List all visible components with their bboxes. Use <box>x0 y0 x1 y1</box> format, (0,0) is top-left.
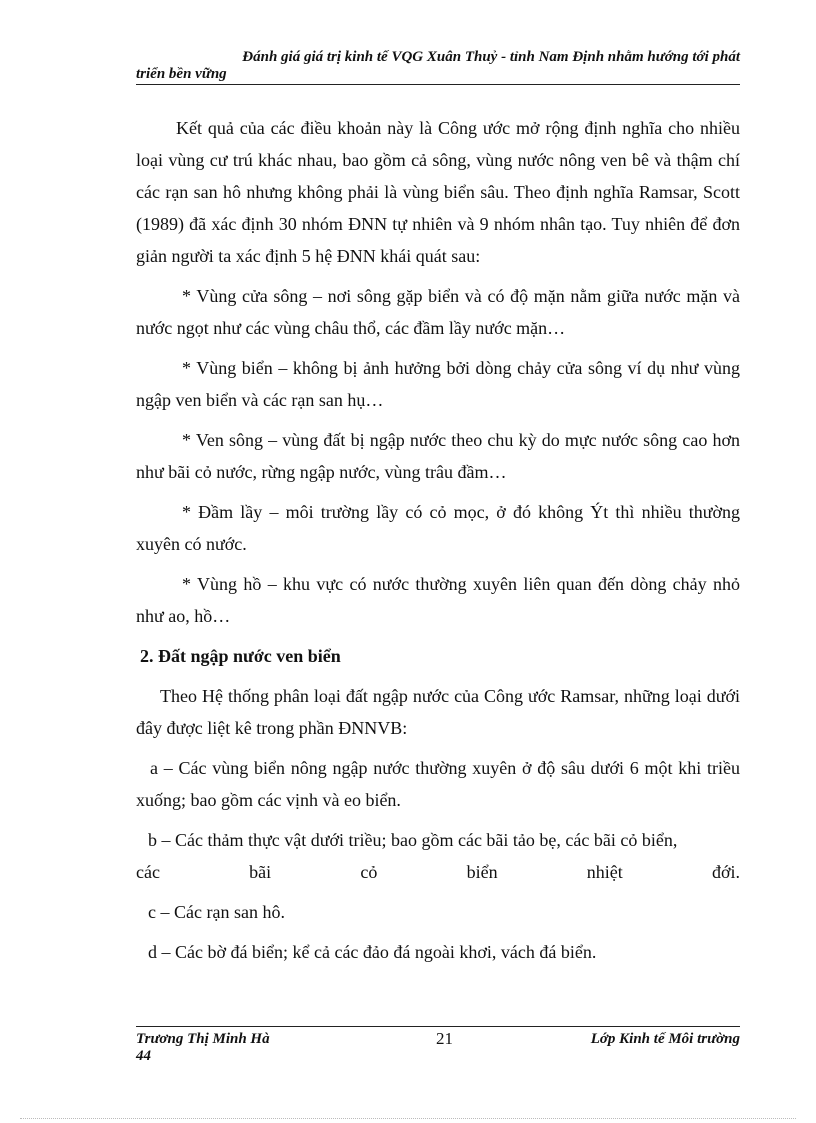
list-item-b-line2: các bãi cỏ biển nhiệt đới. <box>136 862 740 882</box>
footer-class-name: Lớp Kinh tế Môi trường <box>590 1031 740 1047</box>
list-item-b-line1: b – Các thảm thực vật dưới triều; bao gồm các bãi tảo bẹ, các bãi cỏ biển, <box>148 830 678 850</box>
header-title-line1: Đánh giá giá trị kinh tế VQG Xuân Thuỷ - tỉnh Nam Định nhằm hướng tới phát <box>242 49 740 65</box>
bullet-marine: * Vùng biển – không bị ảnh hưởng bởi dòng chảy cửa sông ví dụ như vùng ngập ven biển và các rạn san hụ… <box>136 358 740 410</box>
document-body <box>136 112 740 976</box>
footer-author-block <box>136 1031 270 1065</box>
list-item-b <box>136 824 740 888</box>
header-title-line2: triển bền vững <box>136 66 227 82</box>
section-title: 2. Đất ngập nước ven biển <box>140 646 341 666</box>
list-item-c: c – Các rạn san hô. <box>148 902 285 922</box>
section-intro-paragraph: Theo Hệ thống phân loại đất ngập nước của Công ước Ramsar, những loại dưới đây được liệt kê trong phần ĐNNVB: <box>136 686 740 738</box>
page-number: 21 <box>436 1029 453 1048</box>
running-header <box>136 49 740 85</box>
list-item-a: a – Các vùng biển nông ngập nước thường xuyên ở độ sâu dưới 6 một khi triều xuống; bao gồm các vịnh và eo biển. <box>136 758 740 810</box>
page-bottom-dotted-border <box>20 1118 796 1119</box>
bullet-riverine: * Ven sông – vùng đất bị ngập nước theo chu kỳ do mực nước sông cao hơn như bãi cỏ nước, rừng ngập nước, vùng trâu đầm… <box>136 430 740 482</box>
list-item-d: d – Các bờ đá biển; kể cả các đảo đá ngoài khơi, vách đá biển. <box>148 942 597 962</box>
footer-divider <box>136 1026 740 1027</box>
bullet-estuary: * Vùng cửa sông – nơi sông gặp biển và có độ mặn nằm giữa nước mặn và nước ngọt như các vùng châu thổ, các đầm lầy nước mặn… <box>136 286 740 338</box>
footer-author-number: 44 <box>136 1048 151 1064</box>
bullet-lake: * Vùng hồ – khu vực có nước thường xuyên liên quan đến dòng chảy nhỏ như ao, hồ… <box>136 574 740 626</box>
bullet-marsh: * Đầm lầy – môi trường lầy có cỏ mọc, ở đó không Ýt thì nhiều thường xuyên có nước. <box>136 502 740 554</box>
footer-author: Trương Thị Minh Hà <box>136 1031 270 1047</box>
intro-paragraph: Kết quả của các điều khoản này là Công ước mở rộng định nghĩa cho nhiều loại vùng cư trú khác nhau, bao gồm cả sông, vùng nước nông ven bê và thậm chí các rạn san hô nhưng không phải là vùng biển sâu. Theo định nghĩa Ramsar, Scott (1989) đã xác định 30 nhóm ĐNN tự nhiên và 9 nhóm nhân tạo. Tuy nhiên để đơn giản người ta xác định 5 hệ ĐNN khái quát sau: <box>136 118 740 266</box>
